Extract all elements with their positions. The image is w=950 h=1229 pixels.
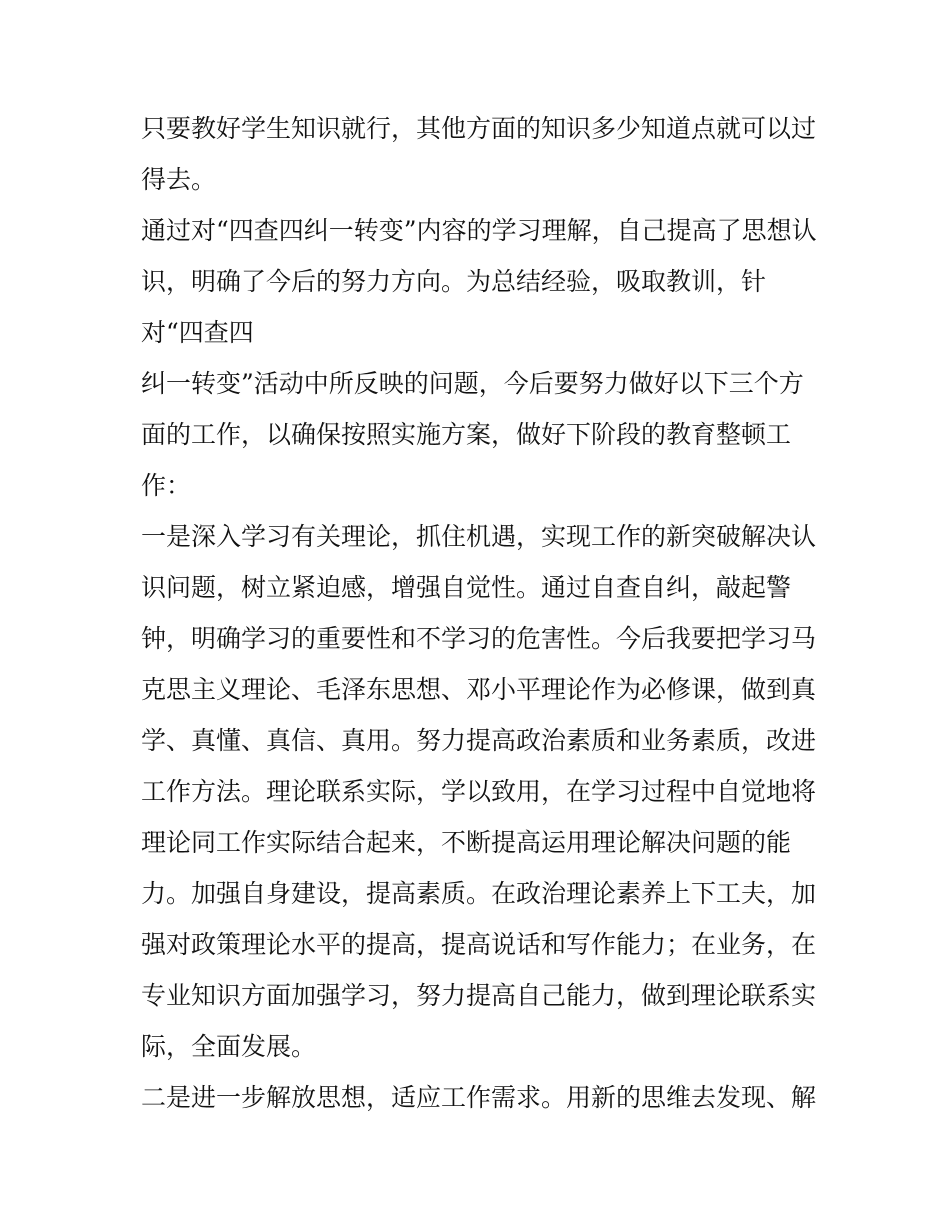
text-line: 对“四查四 [141,318,254,347]
text-line: 力。加强自身建设，提高素质。在政治理论素养上下工夫，加 [141,879,817,908]
text-line: 工作方法。理论联系实际，学以致用，在学习过程中自觉地将 [141,777,817,806]
text-line: 通过对“四查四纠一转变”内容的学习理解，自己提高了思想认 [141,216,817,245]
text-line: 二是进一步解放思想，适应工作需求。用新的思维去发现、解 [141,1083,817,1112]
text-line: 理论同工作实际结合起来，不断提高运用理论解决问题的能 [141,828,792,857]
text-line: 克思主义理论、毛泽东思想、邓小平理论作为必修课，做到真 [141,675,817,704]
text-line: 作： [141,471,192,500]
text-line: 纠一转变”活动中所反映的问题，今后要努力做好以下三个方 [141,369,804,398]
text-line: 强对政策理论水平的提高，提高说话和写作能力；在业务，在 [141,930,817,959]
text-line: 学、真懂、真信、真用。努力提高政治素质和业务素质，改进 [141,726,817,755]
text-line: 一是深入学习有关理论，抓住机遇，实现工作的新突破解决认 [141,522,817,551]
text-line: 识问题，树立紧迫感，增强自觉性。通过自查自纠，敲起警 [141,573,792,602]
text-line: 只要教好学生知识就行，其他方面的知识多少知道点就可以过 [141,114,817,143]
text-line: 专业知识方面加强学习，努力提高自己能力，做到理论联系实 [141,981,817,1010]
text-line: 钟，明确学习的重要性和不学习的危害性。今后我要把学习马 [141,624,817,653]
text-line: 得去。 [141,165,217,194]
text-line: 际，全面发展。 [141,1032,317,1061]
text-line: 面的工作，以确保按照实施方案，做好下阶段的教育整顿工 [141,420,792,449]
text-line: 识，明确了今后的努力方向。为总结经验，吸取教训，针 [141,267,767,296]
